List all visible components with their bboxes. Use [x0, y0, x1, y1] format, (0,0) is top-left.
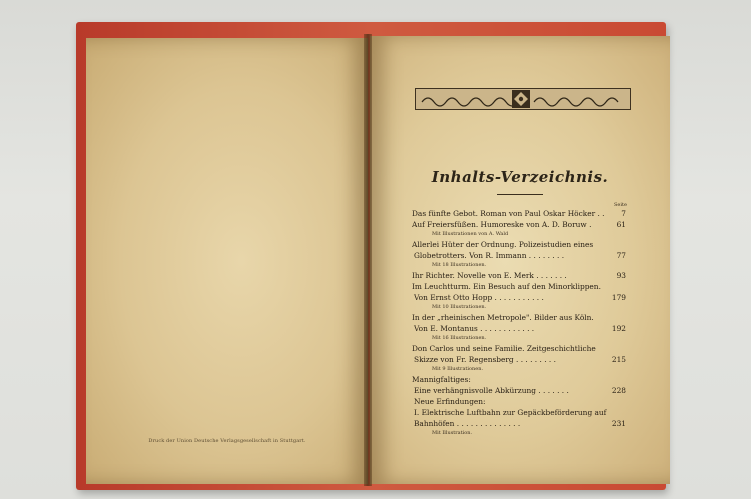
toc-entry — [412, 209, 626, 220]
toc-page-number: 192 — [611, 324, 626, 333]
toc-entry-text: Von Ernst Otto Hopp . . . . . . . . . . . — [414, 293, 544, 302]
toc-heading: Inhalts-Verzeichnis. — [431, 168, 609, 186]
toc-entry-text: Ihr Richter. Novelle von E. Merk . . . . . . . — [412, 271, 567, 280]
toc-entry — [412, 251, 626, 262]
toc-entry — [412, 240, 626, 251]
toc-page-number: 179 — [611, 293, 626, 302]
toc-entry — [412, 271, 626, 282]
toc-entry — [412, 375, 626, 386]
toc-note — [412, 366, 626, 375]
toc-list — [412, 209, 626, 439]
toc-entry-text: Mit 9 Illustrationen. — [432, 366, 484, 372]
toc-entry-text: Das fünfte Gebot. Roman von Paul Oskar Höcker . . — [412, 209, 605, 218]
toc-page-number: 231 — [611, 419, 626, 428]
toc-entry — [412, 344, 626, 355]
toc-entry — [412, 408, 626, 419]
toc-note — [412, 430, 626, 439]
toc-entry-text: Mit Illustration. — [432, 430, 473, 436]
toc-entry-text: Allerlei Hüter der Ordnung. Polizeistudien eines — [412, 240, 594, 249]
toc-entry-text: Mit 16 Illustrationen. — [432, 335, 487, 341]
toc-entry — [412, 220, 626, 231]
toc-entry-text: Mit 18 Illustrationen. — [432, 262, 487, 268]
toc-entry-text: Bahnhöfen . . . . . . . . . . . . . . — [414, 419, 521, 428]
ornament-band — [415, 88, 631, 110]
toc-note — [412, 304, 626, 313]
printer-line: Druck der Union Deutsche Verlagsgesellschaft in Stuttgart. — [148, 438, 306, 444]
toc-entry — [412, 397, 626, 408]
toc-entry — [412, 386, 626, 397]
toc-entry — [412, 355, 626, 366]
toc-entry — [412, 282, 626, 293]
toc-page-number: 7 — [621, 209, 626, 218]
toc-entry-text: Auf Freiersfüßen. Humoreske von A. D. Boruw . — [412, 220, 592, 229]
toc-page-number: 93 — [616, 271, 626, 280]
toc-page-number: 61 — [616, 220, 626, 229]
toc-entry-text: Mit Illustrationen von A. Wald — [432, 231, 509, 237]
heading-rule — [497, 194, 543, 195]
toc-entry — [412, 293, 626, 304]
toc-entry-text: Globetrotters. Von R. Immann . . . . . . . . — [414, 251, 565, 260]
toc-entry-text: In der „rheinischen Metropole". Bilder aus Köln. — [412, 313, 594, 322]
toc-entry-text: Von E. Montanus . . . . . . . . . . . . — [414, 324, 535, 333]
toc-entry-text: Neue Erfindungen: — [414, 397, 486, 406]
left-page — [86, 38, 368, 484]
toc-entry — [412, 419, 626, 430]
toc-entry-text: Don Carlos und seine Familie. Zeitgeschichtliche — [412, 344, 596, 353]
toc-note — [412, 231, 626, 240]
book-gutter — [364, 34, 372, 486]
seite-label: Seite — [614, 202, 627, 208]
toc-entry-text: Mit 10 Illustrationen. — [432, 304, 487, 310]
toc-note — [412, 262, 626, 271]
toc-page-number: 228 — [611, 386, 626, 395]
toc-page-number: 215 — [611, 355, 626, 364]
toc-note — [412, 335, 626, 344]
toc-entry-text: Skizze von Fr. Regensberg . . . . . . . . . — [414, 355, 556, 364]
toc-entry — [412, 313, 626, 324]
toc-entry-text: I. Elektrische Luftbahn zur Gepäckbeförderung auf — [414, 408, 607, 417]
toc-entry — [412, 324, 626, 335]
toc-entry-text: Eine verhängnisvolle Abkürzung . . . . . . . — [414, 386, 569, 395]
toc-page-number: 77 — [616, 251, 626, 260]
toc-entry-text: Im Leuchtturm. Ein Besuch auf den Minorklippen. — [412, 282, 601, 291]
toc-entry-text: Mannigfaltiges: — [412, 375, 471, 384]
